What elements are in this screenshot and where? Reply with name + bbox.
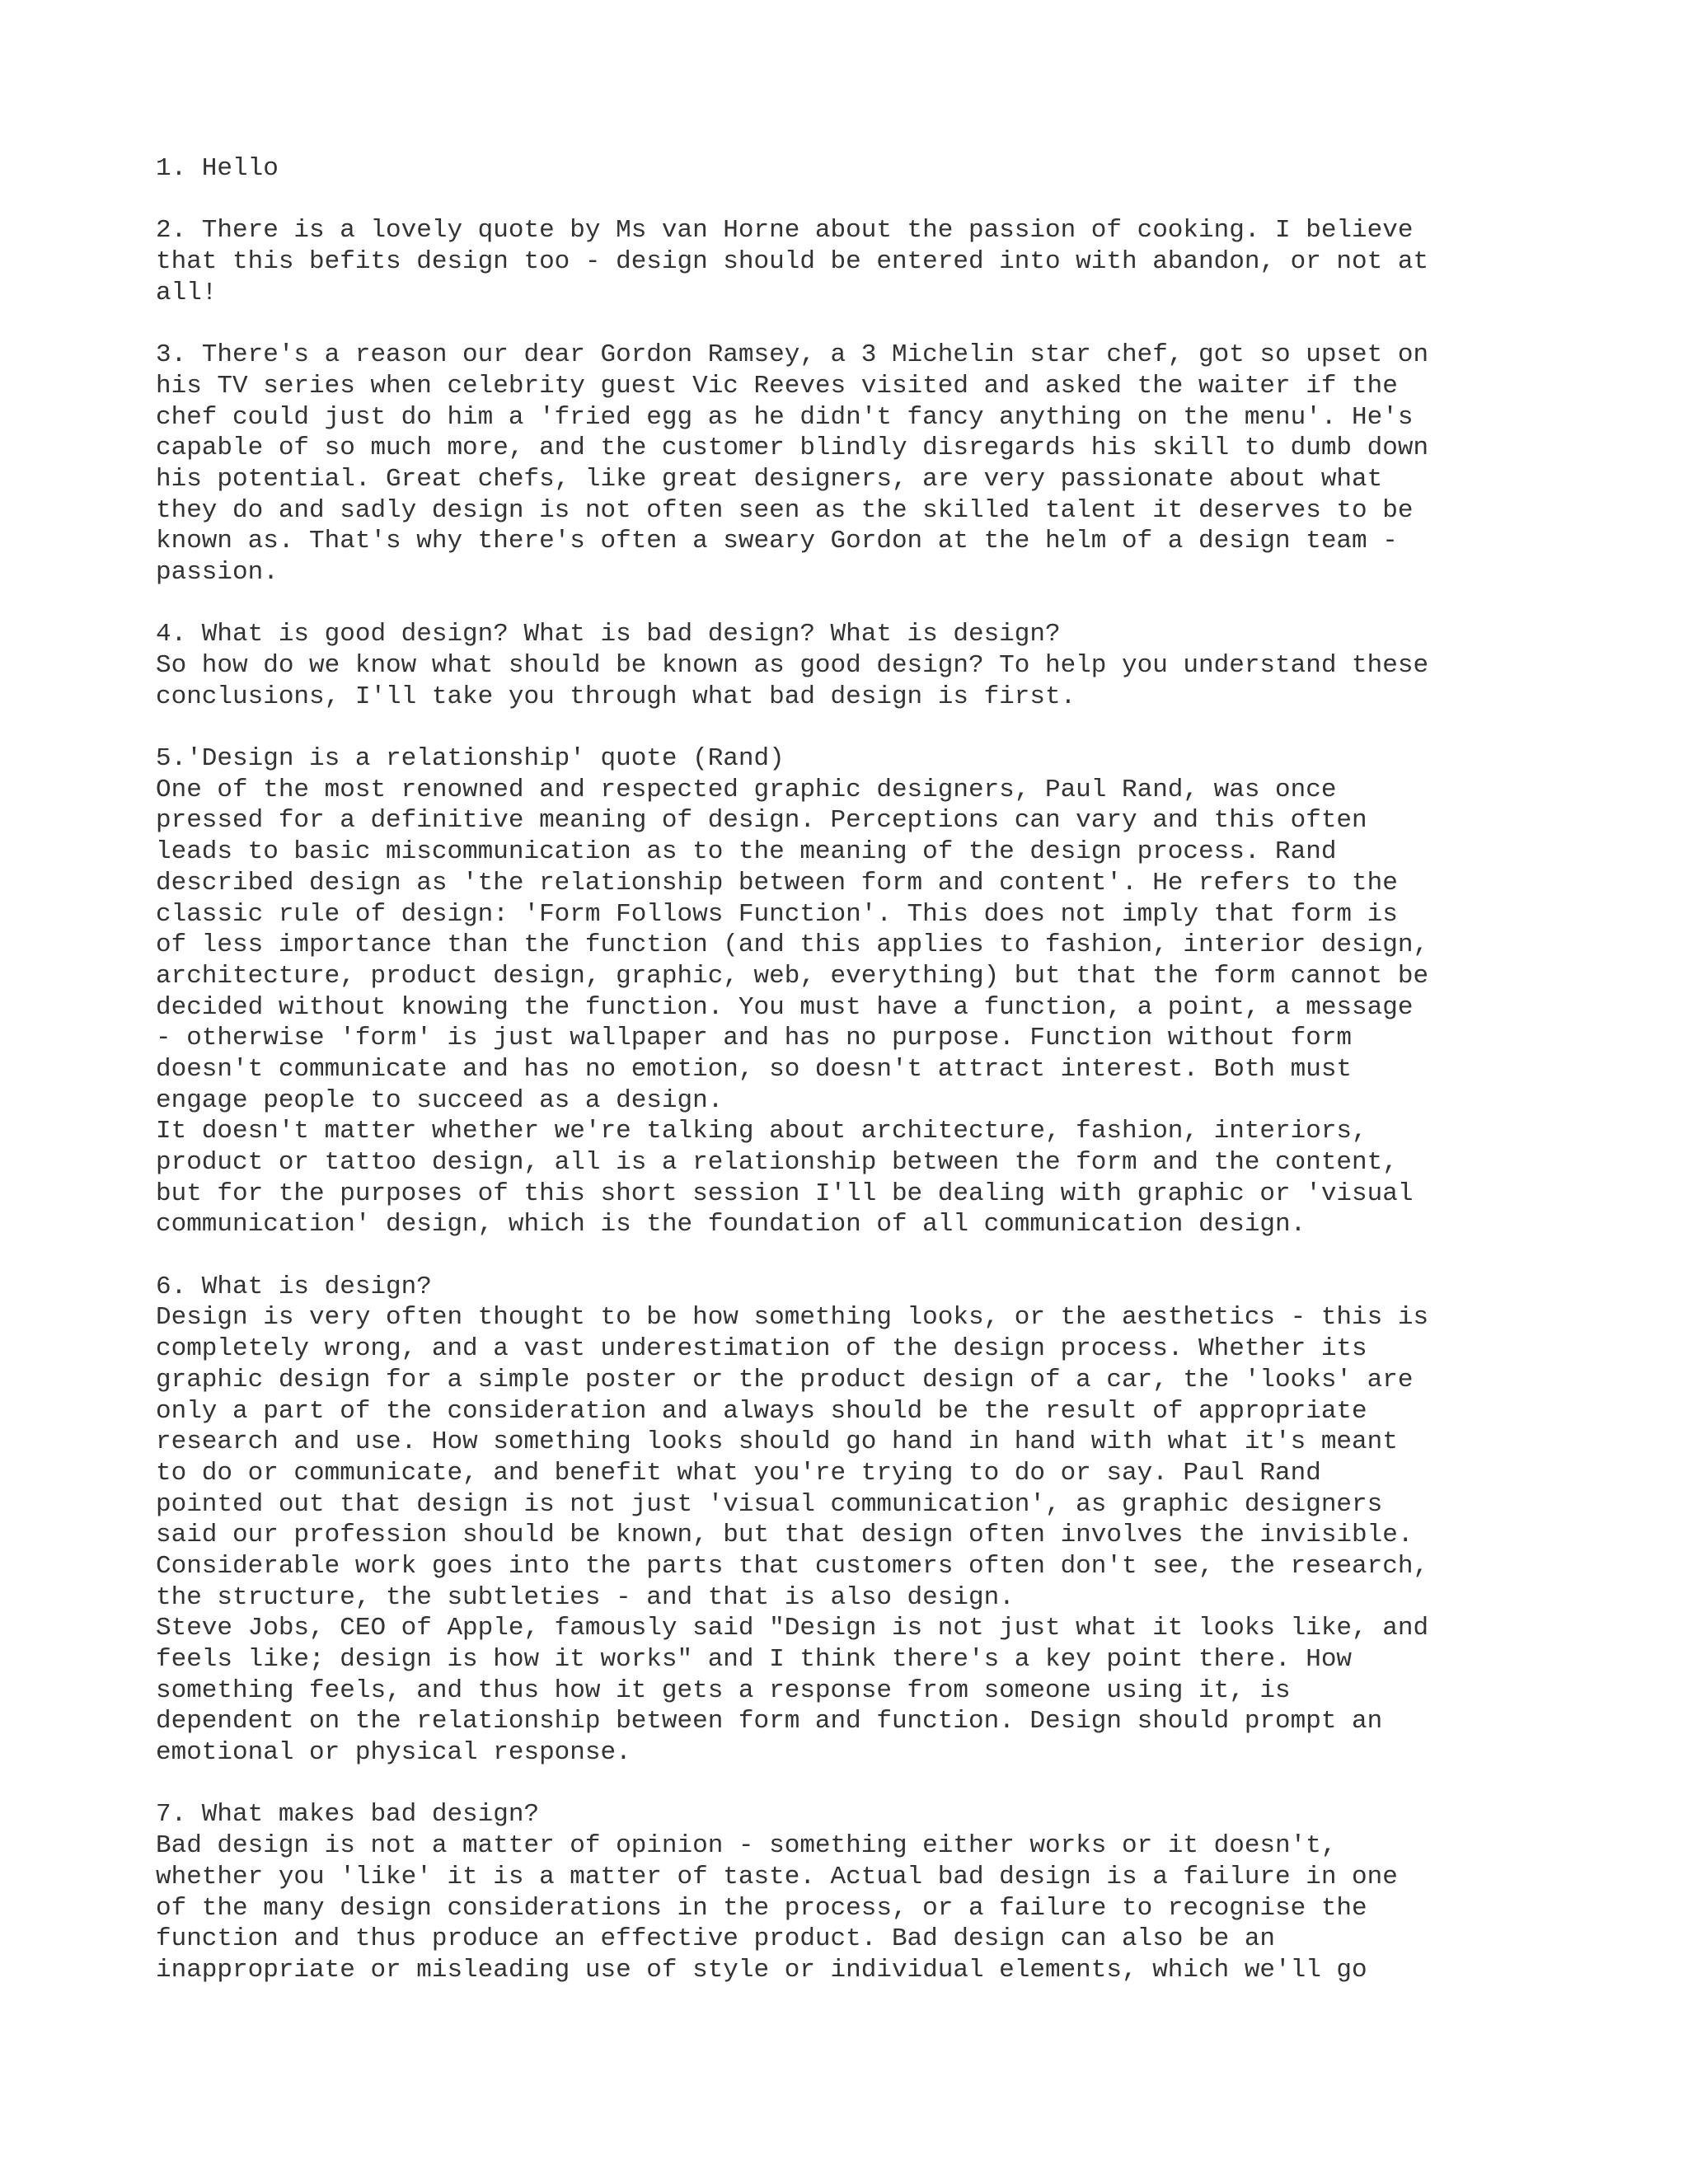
document-line [156,1240,1557,1272]
document-line: One of the most renowned and respected graphic designers, Paul Rand, was once [156,775,1337,804]
document-line: said our profession should be known, but that design often involves the invisible. [156,1521,1414,1550]
document-line: Design is very often thought to be how something looks, or the aesthetics - this is [156,1303,1429,1333]
document-line: - otherwise 'form' is just wallpaper and has no purpose. Function without form [156,1024,1353,1053]
document-line: but for the purposes of this short session I'll be dealing with graphic or 'visual [156,1179,1414,1208]
document-line: of the many design considerations in the process, or a failure to recognise the [156,1893,1367,1923]
document-line: research and use. How something looks should go hand in hand with what it's meant [156,1427,1398,1457]
document-line: described design as 'the relationship between form and content'. He refers to the [156,868,1398,898]
document-line: all! [156,278,218,307]
document-line: 3. There's a reason our dear Gordon Ramsey, a 3 Michelin star chef, got so upset on [156,340,1429,370]
document-line: they do and sadly design is not often seen as the skilled talent it deserves to be [156,495,1414,525]
document-line: 7. What makes bad design? [156,1800,540,1830]
document-line: 4. What is good design? What is bad design? What is design? [156,620,1061,649]
document-line: architecture, product design, graphic, web, everything) but that the form cannot be [156,961,1429,991]
document-line: pointed out that design is not just 'visual communication', as graphic designers [156,1489,1383,1519]
document-line: decided without knowing the function. You must have a function, a point, a message [156,992,1414,1022]
document-line [156,588,1557,620]
document-line: It doesn't matter whether we're talking about architecture, fashion, interiors, [156,1117,1367,1146]
document-line: Considerable work goes into the parts that customers often don't see, the research, [156,1551,1429,1581]
document-line: 6. What is design? [156,1272,432,1301]
document-line: 2. There is a lovely quote by Ms van Horne about the passion of cooking. I believe [156,216,1414,246]
document-line: that this befits design too - design should be entered into with abandon, or not at [156,247,1429,277]
document-line [156,712,1557,743]
document-line: pressed for a definitive meaning of design. Perceptions can vary and this often [156,806,1367,836]
document-line: his TV series when celebrity guest Vic Reeves visited and asked the waiter if the [156,371,1398,401]
document-line: the structure, the subtleties - and that is also design. [156,1582,1015,1612]
document-line: of less importance than the function (and this applies to fashion, interior design, [156,930,1429,960]
document-line: whether you 'like' it is a matter of taste. Actual bad design is a failure in one [156,1862,1398,1891]
document-line: engage people to succeed as a design. [156,1085,724,1115]
document-line: known as. That's why there's often a sweary Gordon at the helm of a design team - [156,527,1398,556]
document-line: capable of so much more, and the customer blindly disregards his skill to dumb down [156,434,1429,463]
document-line [156,185,1557,216]
document-body-text [156,153,1557,1986]
document-line: function and thus produce an effective product. Bad design can also be an [156,1924,1276,1954]
document-line: inappropriate or misleading use of style or individual elements, which we'll go [156,1955,1367,1985]
document-line [156,1769,1557,1800]
document-line: Steve Jobs, CEO of Apple, famously said "Design is not just what it looks like, and [156,1614,1429,1643]
document-line: dependent on the relationship between form and function. Design should prompt an [156,1707,1383,1736]
document-line: classic rule of design: 'Form Follows Function'. This does not imply that form is [156,899,1398,929]
document-line: conclusions, I'll take you through what bad design is first. [156,682,1076,711]
document-line: his potential. Great chefs, like great designers, are very passionate about what [156,464,1383,494]
document-line: product or tattoo design, all is a relationship between the form and the content, [156,1148,1398,1177]
document-line: emotional or physical response. [156,1738,631,1768]
document-line: feels like; design is how it works" and I think there's a key point there. How [156,1645,1353,1674]
document-line: graphic design for a simple poster or the product design of a car, the 'looks' are [156,1365,1414,1394]
document-line: doesn't communicate and has no emotion, so doesn't attract interest. Both must [156,1054,1353,1084]
document-line: 5.'Design is a relationship' quote (Rand) [156,744,785,774]
document-line: Bad design is not a matter of opinion - something either works or it doesn't, [156,1831,1337,1861]
document-line: chef could just do him a 'fried egg as he didn't fancy anything on the menu'. He's [156,402,1414,432]
document-line: communication' design, which is the foundation of all communication design. [156,1210,1306,1240]
document-line: only a part of the consideration and always should be the result of appropriate [156,1396,1367,1426]
document-line: So how do we know what should be known as good design? To help you understand these [156,651,1429,680]
document-line: leads to basic miscommunication as to the meaning of the design process. Rand [156,837,1337,867]
document-line: 1. Hello [156,154,279,183]
document-line: passion. [156,557,279,587]
document-line: something feels, and thus how it gets a response from someone using it, is [156,1675,1291,1705]
document-line [156,308,1557,340]
document-line: to do or communicate, and benefit what you're trying to do or say. Paul Rand [156,1458,1321,1488]
document-line: completely wrong, and a vast underestimation of the design process. Whether its [156,1334,1367,1364]
